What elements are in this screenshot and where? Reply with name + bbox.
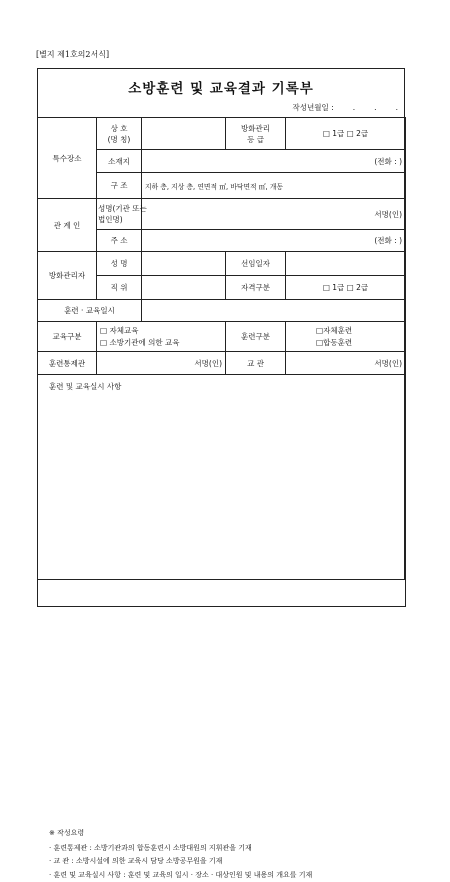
table-row — [38, 300, 406, 322]
business-name-label: 상 호 (명 칭) — [97, 118, 142, 150]
structure-label: 구 조 — [97, 173, 142, 199]
record-table — [37, 117, 406, 607]
stakeholder-name-label: 성명(기관 또는 법인명) — [97, 199, 142, 230]
guide-item: · 교 관 : 소방시설에 의한 교육시 담당 소방공무원을 기재 — [49, 855, 312, 869]
fire-grade-options[interactable]: □ 1급 □ 2급 — [286, 118, 406, 150]
education-option-agency[interactable]: □ 소방기관에 의한 교육 — [100, 337, 222, 349]
manager-position-field[interactable] — [142, 276, 226, 300]
guide-header: ※ 작성요령 — [49, 827, 312, 841]
fire-grade-label: 방화관리 등 급 — [226, 118, 286, 150]
address-phone-field[interactable]: (전화 : ) — [142, 150, 406, 173]
training-option-joint[interactable]: □합동훈련 — [316, 337, 402, 349]
instructor-signature-field[interactable]: 서명(인) — [286, 352, 406, 375]
training-details-label: 훈련 및 교육실시 사항 — [49, 381, 121, 392]
form-title: 소방훈련 및 교육결과 기록부 — [38, 77, 404, 97]
instructor-label: 교 관 — [226, 352, 286, 375]
appointed-date-field[interactable] — [286, 252, 406, 276]
table-row — [38, 352, 406, 375]
training-type-label: 훈련구분 — [226, 322, 286, 352]
section-specific-place: 특수장소 — [38, 118, 97, 199]
table-row — [38, 252, 406, 276]
commander-signature-field[interactable]: 서명(인) — [97, 352, 226, 375]
business-name-field[interactable] — [142, 118, 226, 150]
manager-name-label: 성 명 — [97, 252, 142, 276]
guide-item: · 훈련 및 교육실시 사항 : 훈련 및 교육의 일시 · 장소 · 대상인원 및 내용의 개요를 기재 — [49, 869, 312, 882]
training-details-field[interactable] — [38, 375, 406, 607]
education-option-self[interactable]: □ 자체교육 — [100, 325, 222, 337]
table-row — [38, 375, 406, 607]
section-stakeholder: 관 계 인 — [38, 199, 97, 252]
stakeholder-phone-field[interactable]: (전화 : ) — [142, 230, 406, 252]
manager-position-label: 직 위 — [97, 276, 142, 300]
table-row — [38, 199, 406, 230]
form-number: [별지 제1호의2서식] — [36, 49, 109, 60]
table-row — [38, 322, 406, 352]
manager-name-field[interactable] — [142, 252, 226, 276]
writing-guide — [49, 827, 312, 882]
guide-item: · 훈련통제관 : 소방기관과의 합동훈련시 소방대원의 지휘관을 기재 — [49, 842, 312, 856]
stakeholder-signature-field[interactable]: 서명(인) — [142, 199, 406, 230]
section-fire-manager: 방화관리자 — [38, 252, 97, 300]
training-type-options[interactable] — [286, 322, 406, 352]
education-type-label: 교육구분 — [38, 322, 97, 352]
training-datetime-label: 훈련 · 교육일시 — [38, 300, 142, 322]
training-datetime-field[interactable] — [142, 300, 406, 322]
commander-label: 훈련통제관 — [38, 352, 97, 375]
appointed-date-label: 선임일자 — [226, 252, 286, 276]
record-form — [37, 68, 405, 580]
qualification-options[interactable]: □ 1급 □ 2급 — [286, 276, 406, 300]
qualification-label: 자격구분 — [226, 276, 286, 300]
table-row — [38, 118, 406, 150]
address-label: 소재지 — [97, 150, 142, 173]
training-option-self[interactable]: □자체훈련 — [316, 325, 402, 337]
education-type-options[interactable] — [97, 322, 226, 352]
structure-field[interactable]: 지하 층, 지상 층, 연면적 ㎡, 바닥면적 ㎡, 개동 — [142, 173, 406, 199]
date-written-field[interactable]: 작성년월일 : . . . — [292, 102, 398, 113]
stakeholder-address-label: 주 소 — [97, 230, 142, 252]
